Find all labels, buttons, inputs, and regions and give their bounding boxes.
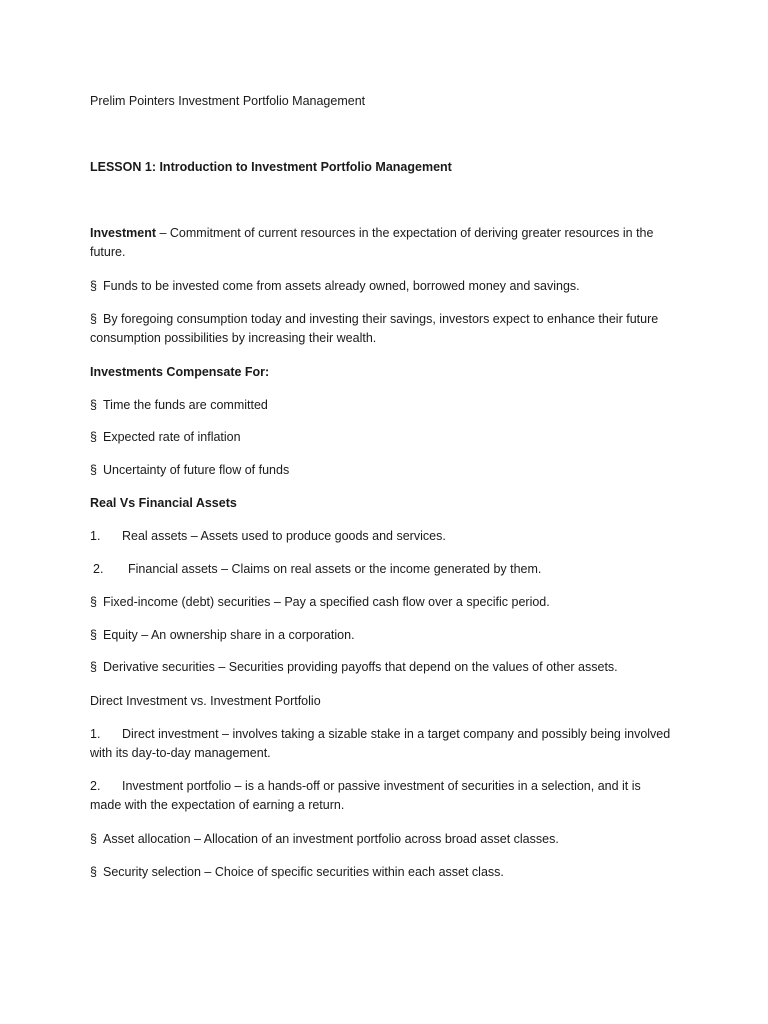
section-sign: § [90, 463, 97, 477]
item-number: 2. [90, 779, 101, 793]
section-sign: § [90, 279, 97, 293]
direct-vs-portfolio-heading: Direct Investment vs. Investment Portfolio [90, 694, 321, 708]
section-sign: § [90, 398, 97, 412]
bullet-text: Derivative securities – Securities providing payoffs that depend on the values of other assets. [103, 660, 618, 674]
numbered-item [90, 777, 670, 815]
investment-bullet [90, 310, 680, 348]
bullet-text: Security selection – Choice of specific securities within each asset class. [103, 865, 504, 879]
bullet-text: Expected rate of inflation [103, 430, 241, 444]
compensate-item [90, 428, 690, 447]
section-sign: § [90, 660, 97, 674]
bullet-text: Time the funds are committed [103, 398, 268, 412]
bullet-text: Funds to be invested come from assets already owned, borrowed money and savings. [103, 279, 580, 293]
bullet-text: Asset allocation – Allocation of an investment portfolio across broad asset classes. [103, 832, 559, 846]
investment-term: Investment [90, 226, 156, 240]
numbered-item [93, 560, 693, 579]
lesson-heading: LESSON 1: Introduction to Investment Portfolio Management [90, 160, 452, 174]
document-title: Prelim Pointers Investment Portfolio Management [90, 94, 366, 108]
compensate-item [90, 396, 690, 415]
item-text: Investment portfolio – is a hands-off or passive investment of securities in a selection, and it is made with the expectation of earning a return. [90, 779, 641, 812]
section-sign: § [90, 832, 97, 846]
compensate-heading: Investments Compensate For: [90, 365, 270, 379]
bullet-text: Fixed-income (debt) securities – Pay a specified cash flow over a specific period. [103, 595, 550, 609]
item-text: Financial assets – Claims on real assets or the income generated by them. [128, 562, 542, 576]
numbered-item [90, 527, 690, 546]
asset-bullet [90, 593, 690, 612]
item-number: 1. [90, 529, 101, 543]
investment-bullet [90, 277, 690, 296]
numbered-item [90, 725, 680, 763]
item-text: Direct investment – involves taking a sizable stake in a target company and possibly being involved with its day-to-day management. [90, 727, 671, 760]
item-text: Real assets – Assets used to produce goods and services. [122, 529, 446, 543]
item-number: 1. [90, 727, 101, 741]
real-vs-financial-heading: Real Vs Financial Assets [90, 496, 237, 510]
section-sign: § [90, 595, 97, 609]
compensate-item [90, 461, 690, 480]
bullet-text: Uncertainty of future flow of funds [103, 463, 290, 477]
section-sign: § [90, 430, 97, 444]
portfolio-bullet [90, 830, 690, 849]
item-number: 2. [93, 562, 104, 576]
section-sign: § [90, 865, 97, 879]
bullet-text: Equity – An ownership share in a corporation. [103, 628, 355, 642]
bullet-text: By foregoing consumption today and investing their savings, investors expect to enhance their future consumption possibilities by increasing their wealth. [90, 312, 659, 345]
asset-bullet [90, 658, 690, 677]
portfolio-bullet [90, 863, 690, 882]
asset-bullet [90, 626, 690, 645]
section-sign: § [90, 628, 97, 642]
investment-definition-text: – Commitment of current resources in the expectation of deriving greater resources in the future. [90, 226, 654, 259]
section-sign: § [90, 312, 97, 326]
investment-definition [90, 224, 680, 262]
